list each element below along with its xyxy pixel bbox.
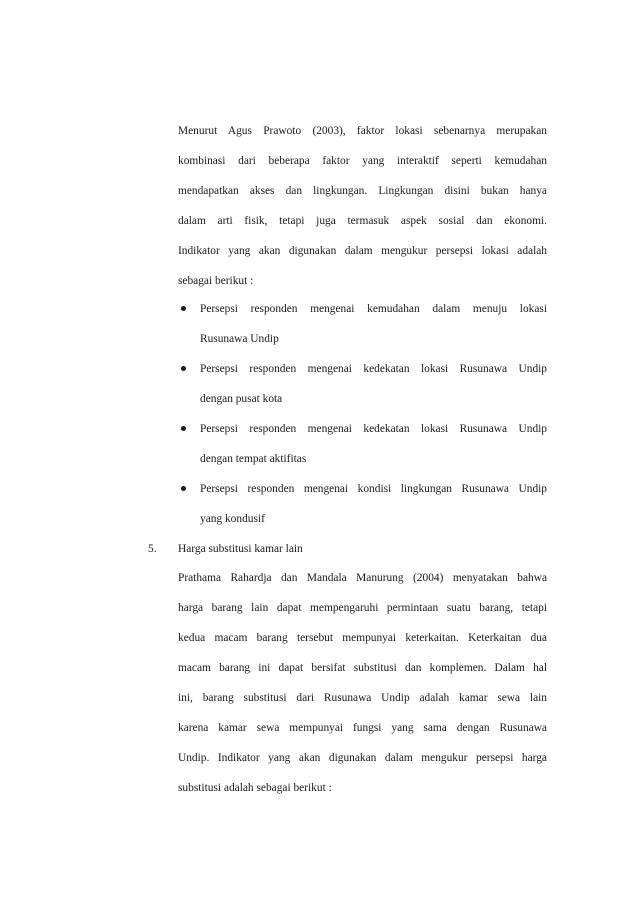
text-line: mendapatkan akses dan lingkungan. Lingkungan disini bukan hanya bbox=[178, 185, 547, 197]
section-title: Harga substitusi kamar lain bbox=[178, 543, 303, 555]
text-line: substitusi adalah sebagai berikut : bbox=[178, 782, 332, 794]
text-line: karena kamar sewa mempunyai fungsi yang sama dengan Rusunawa bbox=[178, 722, 547, 734]
text-line: Undip. Indikator yang akan digunakan dalam mengukur persepsi harga bbox=[178, 752, 547, 764]
bullet-icon bbox=[181, 426, 186, 431]
text-line: Menurut Agus Prawoto (2003), faktor lokasi sebenarnya merupakan bbox=[178, 125, 547, 137]
list-item-text: dengan pusat kota bbox=[200, 393, 283, 405]
list-item-text: Persepsi responden mengenai kondisi lingkungan Rusunawa Undip bbox=[200, 483, 547, 495]
list-item-text: Persepsi responden mengenai kedekatan lokasi Rusunawa Undip bbox=[200, 423, 547, 435]
text-line: dalam arti fisik, tetapi juga termasuk aspek sosial dan ekonomi. bbox=[178, 215, 547, 227]
list-item-text: Persepsi responden mengenai kemudahan dalam menuju lokasi bbox=[200, 303, 547, 315]
text-line: kedua macam barang tersebut mempunyai keterkaitan. Keterkaitan dua bbox=[178, 632, 547, 644]
text-line: Prathama Rahardja dan Mandala Manurung (2004) menyatakan bahwa bbox=[178, 572, 547, 584]
bullet-icon bbox=[181, 486, 186, 491]
list-item-text: yang kondusif bbox=[200, 513, 265, 525]
bullet-icon bbox=[181, 306, 186, 311]
text-line: macam barang ini dapat bersifat substitusi dan komplemen. Dalam hal bbox=[178, 662, 547, 674]
text-line: harga barang lain dapat mempengaruhi permintaan suatu barang, tetapi bbox=[178, 602, 547, 614]
list-item-text: Persepsi responden mengenai kedekatan lokasi Rusunawa Undip bbox=[200, 363, 547, 375]
text-line: Indikator yang akan digunakan dalam mengukur persepsi lokasi adalah bbox=[178, 245, 547, 257]
bullet-icon bbox=[181, 366, 186, 371]
list-item-text: dengan tempat aktifitas bbox=[200, 453, 307, 465]
text-line: sebagai berikut : bbox=[178, 275, 254, 287]
text-line: kombinasi dari beberapa faktor yang interaktif seperti kemudahan bbox=[178, 155, 547, 167]
list-item-text: Rusunawa Undip bbox=[200, 333, 279, 345]
text-line: ini, barang substitusi dari Rusunawa Undip adalah kamar sewa lain bbox=[178, 692, 547, 704]
section-number: 5. bbox=[148, 543, 157, 555]
